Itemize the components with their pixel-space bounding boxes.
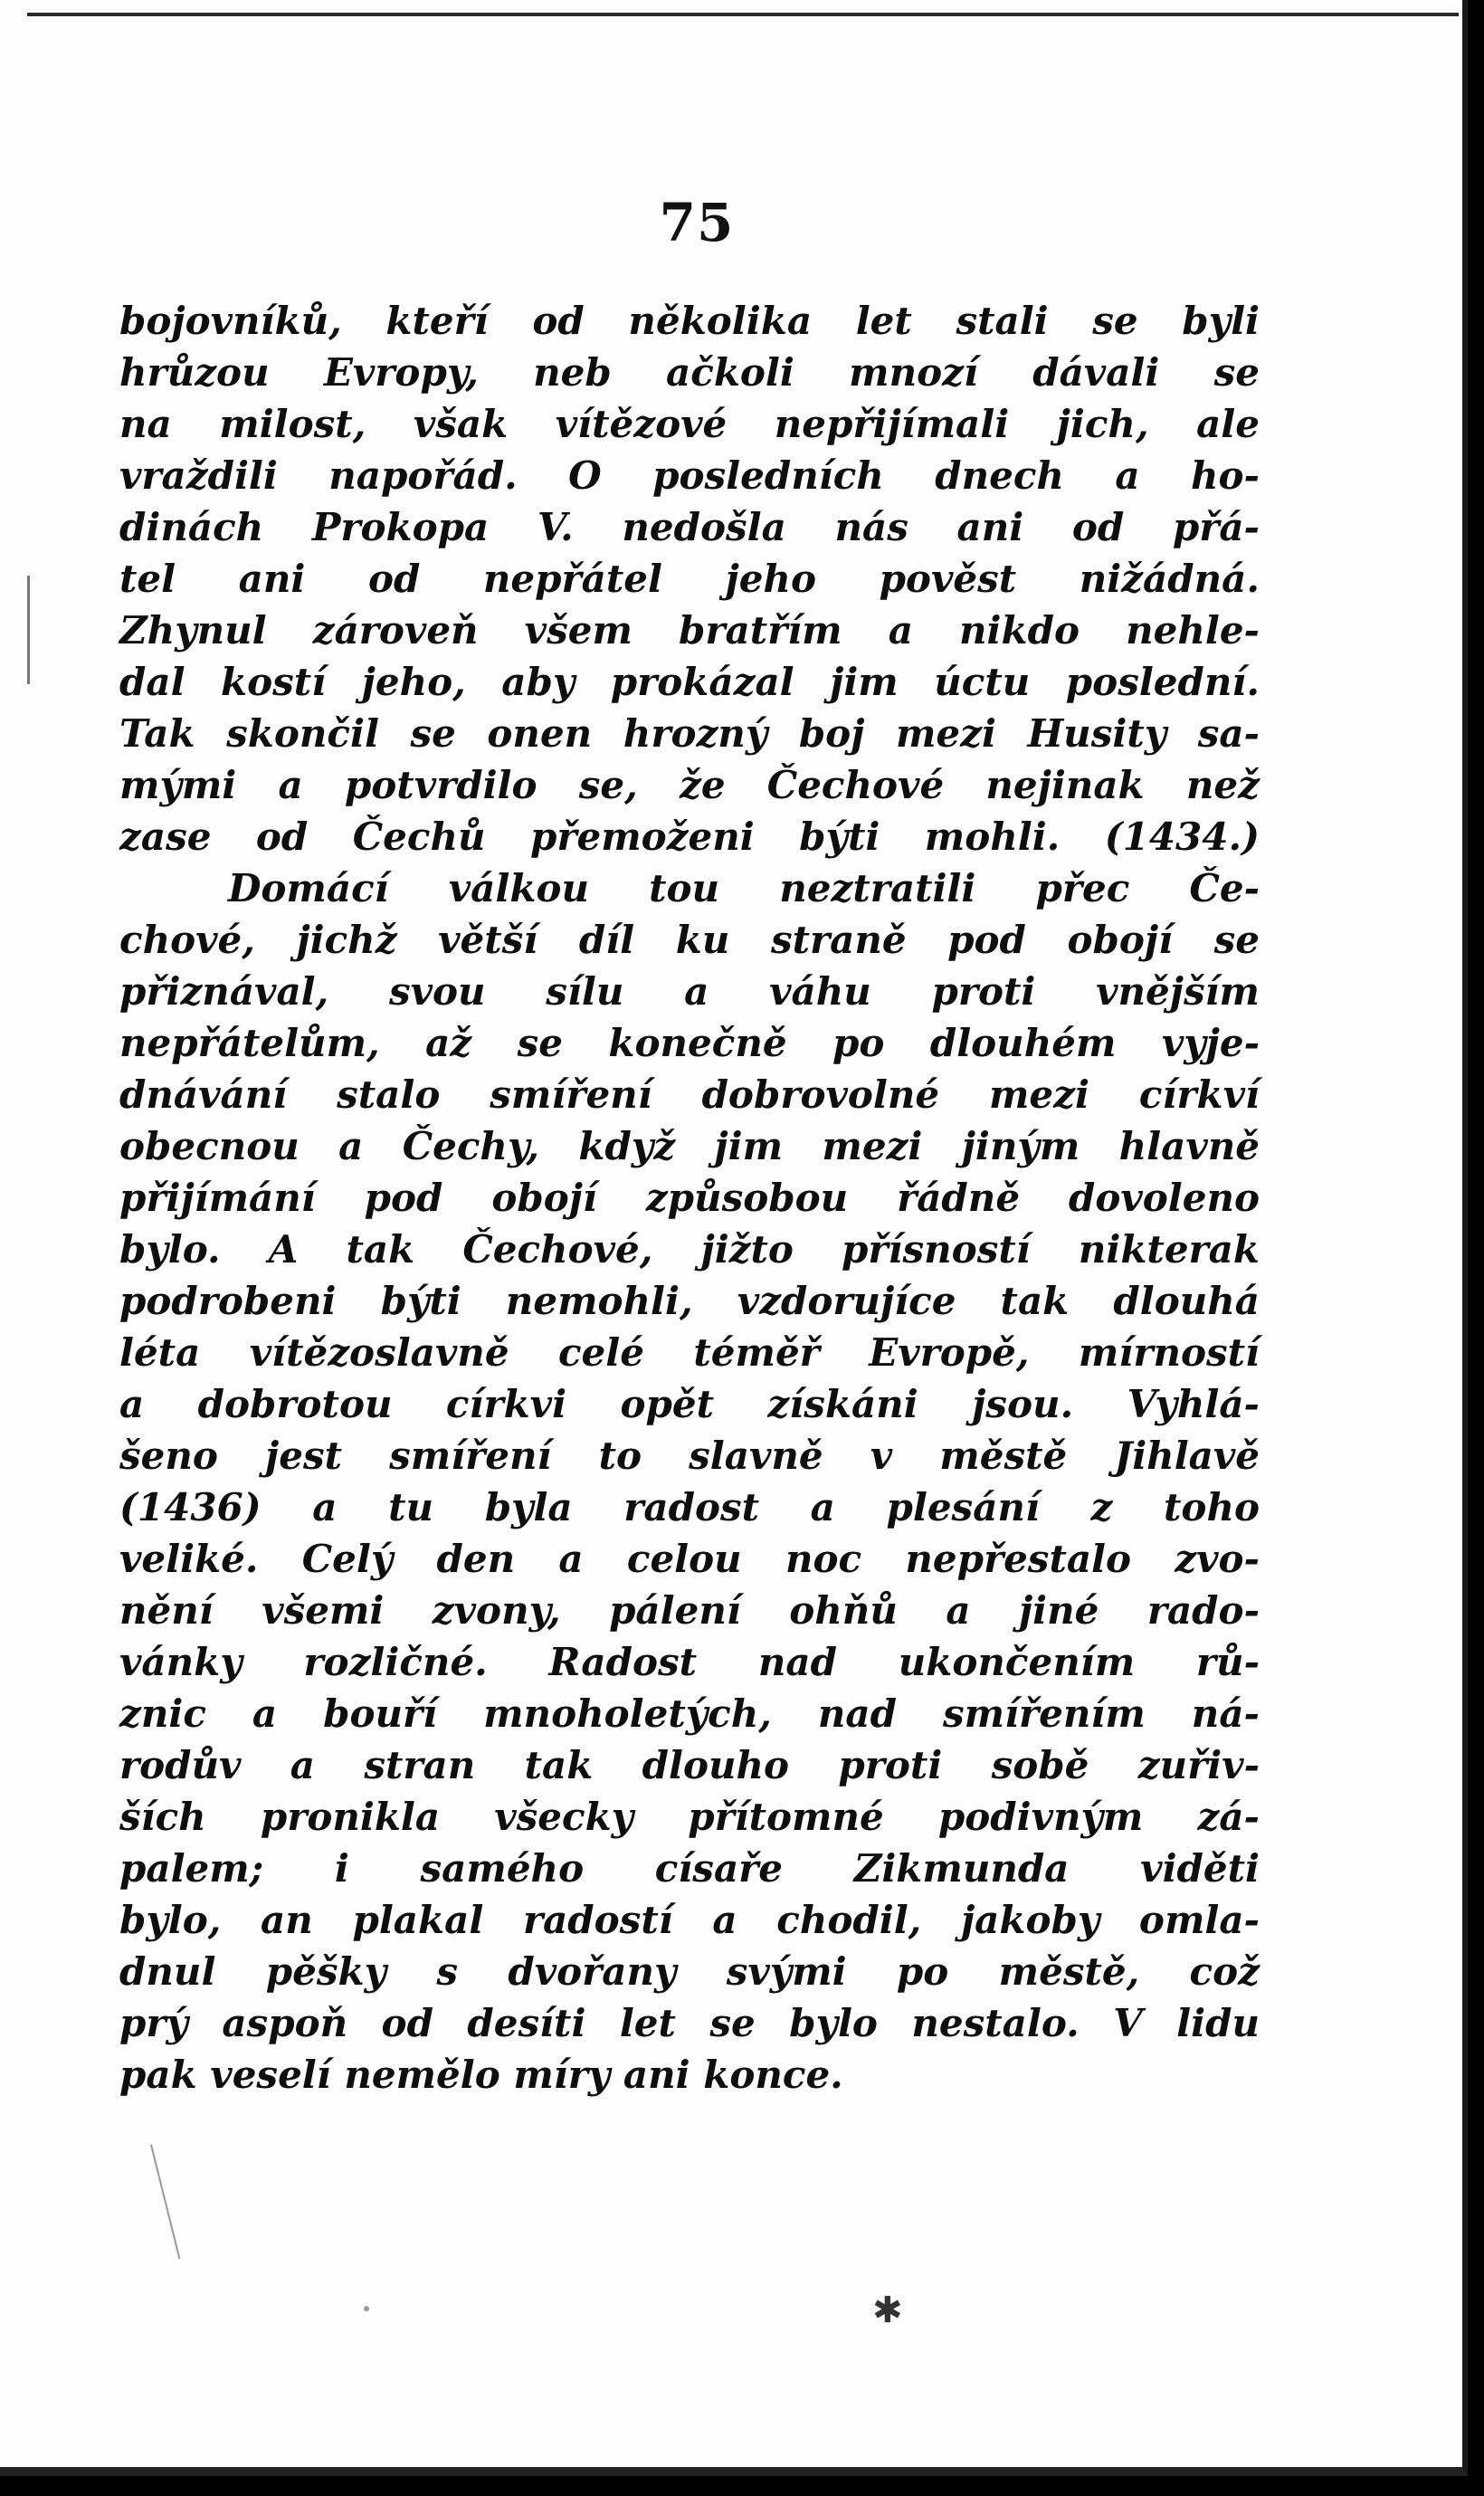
text-line: znic a bouří mnoholetých, nad smířením ná- xyxy=(119,1691,1260,1736)
text-line: mými a potvrdilo se, že Čechové nejinak než xyxy=(119,763,1260,807)
text-line: léta vítězoslavně celé téměř Evropě, mírností xyxy=(119,1330,1260,1375)
text-line: rodův a stran tak dlouho proti sobě zuřiv- xyxy=(119,1743,1260,1787)
paper-scratch xyxy=(150,2145,180,2260)
text-line: chové, jichž větší díl ku straně pod obojí se xyxy=(119,918,1260,962)
paper-speck xyxy=(364,2306,369,2311)
text-line: nepřátelům, až se konečně po dlouhém vyje- xyxy=(119,1021,1260,1065)
text-line: prý aspoň od desíti let se bylo nestalo. V lidu xyxy=(119,2001,1260,2045)
text-line: a dobrotou církvi opět získáni jsou. Vyhlá- xyxy=(119,1382,1260,1426)
text-line: Tak skončil se onen hrozný boj mezi Husity sa- xyxy=(119,711,1260,756)
body-text xyxy=(119,295,1260,2101)
asterism-ornament-icon: ✱ xyxy=(872,2290,903,2331)
text-line: zase od Čechů přemoženi býti mohli. (1434.) xyxy=(119,815,1260,859)
text-line: obecnou a Čechy, když jim mezi jiným hlavně xyxy=(119,1124,1260,1168)
text-line: nění všemi zvony, pálení ohňů a jiné rado- xyxy=(119,1588,1260,1633)
paragraph-end-line: pak veselí nemělo míry ani konce. xyxy=(119,2053,843,2097)
text-line: ších pronikla všecky přítomné podivným zá- xyxy=(119,1795,1260,1839)
text-line: Zhynul zároveň všem bratřím a nikdo nehle- xyxy=(119,608,1260,653)
text-line: dnul pěšky s dvořany svými po městě, což xyxy=(119,1949,1260,1994)
text-line: bylo, an plakal radostí a chodil, jakoby omla- xyxy=(119,1898,1260,1942)
text-line: dnávání stalo smíření dobrovolné mezi církví xyxy=(119,1072,1260,1117)
text-line: vánky rozličné. Radost nad ukončením rů- xyxy=(119,1640,1260,1684)
text-line: přiznával, svou sílu a váhu proti vnějším xyxy=(119,969,1260,1014)
text-line: bojovníků, kteří od několika let stali se byli xyxy=(119,299,1260,343)
text-line: přijímání pod obojí způsobou řádně dovoleno xyxy=(119,1176,1260,1220)
scan-border xyxy=(1473,0,1484,2496)
text-line: dinách Prokopa V. nedošla nás ani od přá- xyxy=(119,505,1260,549)
margin-mark xyxy=(27,576,30,684)
text-line: na milost, však vítězové nepřijímali jich, ale xyxy=(119,402,1260,446)
page-top-edge xyxy=(27,13,1459,16)
text-line: hrůzou Evropy, neb ačkoli mnozí dávali se xyxy=(119,350,1260,395)
text-line: podrobeni býti nemohli, vzdorujíce tak dlouhá xyxy=(119,1279,1260,1323)
text-line: veliké. Celý den a celou noc nepřestalo zvo- xyxy=(119,1537,1260,1581)
text-line: palem; i samého císaře Zikmunda viděti xyxy=(119,1846,1260,1891)
text-line: šeno jest smíření to slavně v městě Jihlavě xyxy=(119,1434,1260,1478)
text-line: tel ani od nepřátel jeho pověst nižádná. xyxy=(119,557,1260,601)
text-line: dal kostí jeho, aby prokázal jim úctu poslední. xyxy=(119,660,1260,704)
page-number: 75 xyxy=(659,192,735,253)
paragraph-start-line: Domácí válkou tou neztratili přec Če- xyxy=(228,866,1260,910)
text-line: (1436) a tu byla radost a plesání z toho xyxy=(119,1485,1260,1529)
text-line: vraždili napořád. O posledních dnech a ho- xyxy=(119,453,1260,498)
text-line: bylo. A tak Čechové, jižto přísností nikterak xyxy=(119,1227,1260,1272)
